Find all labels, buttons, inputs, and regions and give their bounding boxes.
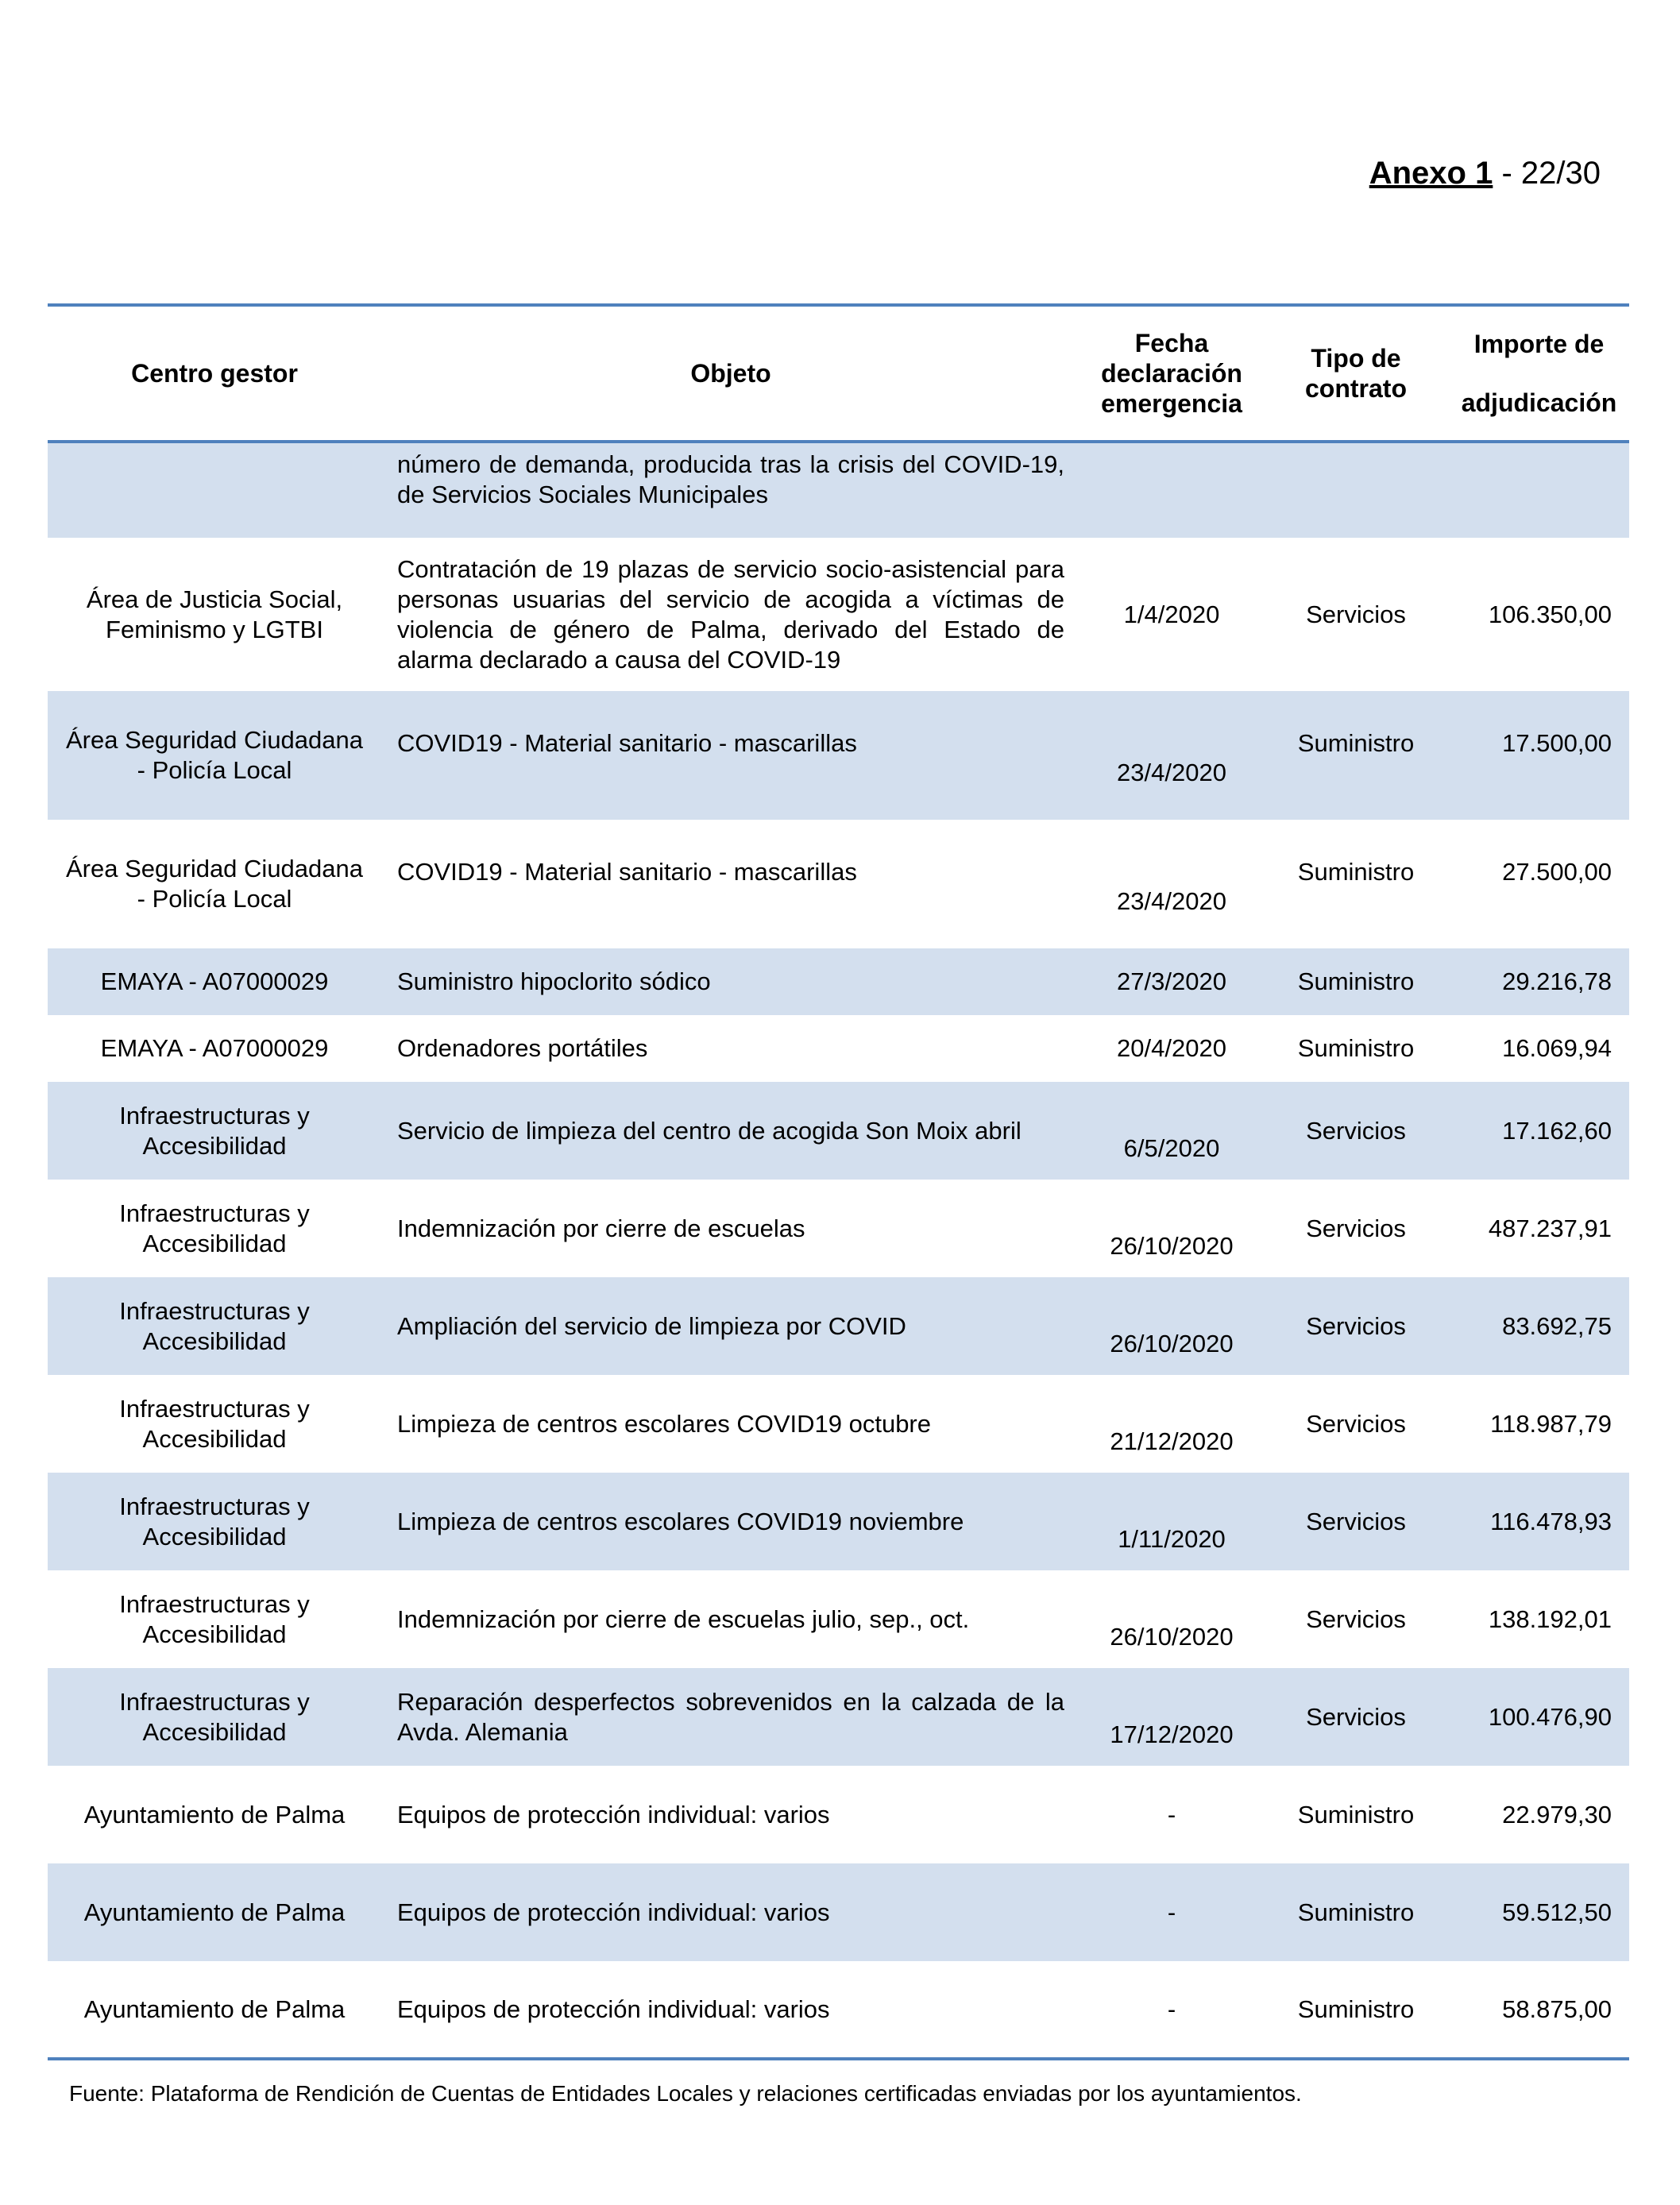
cell-objeto: Equipos de protección individual: varios (381, 1863, 1080, 1961)
cell-tipo: Suministro (1297, 1034, 1415, 1062)
cell-tipo: Suministro (1263, 1863, 1449, 1961)
table-row (48, 538, 1629, 691)
cell-centro: Ayuntamiento de Palma (83, 1800, 346, 1828)
cell-centro: EMAYA - A07000029 (48, 948, 381, 1015)
cell-importe: 487.237,91 (1488, 1214, 1612, 1242)
cell-fecha: 20/4/2020 (1117, 1034, 1226, 1062)
cell-centro: Infraestructuras y Accesibilidad (48, 1473, 381, 1570)
cell-tipo: Suministro (1263, 1961, 1449, 2059)
cell-importe (1449, 442, 1629, 538)
cell-tipo-text: Suministro (1297, 729, 1415, 757)
cell-tipo: Servicios (1263, 1473, 1449, 1570)
cell-importe: 100.476,90 (1449, 1668, 1629, 1766)
cell-fecha-text: 1/11/2020 (1118, 1524, 1226, 1553)
cell-centro (48, 442, 381, 538)
cell-tipo-text: Suministro (1297, 858, 1415, 886)
cell-fecha (1080, 1668, 1263, 1766)
cell-objeto: Indemnización por cierre de escuelas (397, 1214, 805, 1242)
cell-importe: 22.979,30 (1502, 1800, 1612, 1828)
col-header-centro: Centro gestor (48, 305, 381, 442)
cell-tipo: Servicios (1263, 1082, 1449, 1180)
cell-centro: EMAYA - A07000029 (100, 1034, 329, 1062)
cell-centro: Infraestructuras y Accesibilidad (119, 1199, 310, 1257)
cell-fecha: - (1080, 1863, 1263, 1961)
col-header-objeto: Objeto (381, 305, 1080, 442)
cell-tipo: Suministro (1297, 1800, 1415, 1828)
cell-fecha: 27/3/2020 (1080, 948, 1263, 1015)
cell-fecha-text: 21/12/2020 (1110, 1427, 1234, 1455)
col-header-importe-line1: Importe de (1473, 330, 1605, 358)
cell-importe-text: 17.500,00 (1502, 729, 1612, 757)
annex-label: Anexo 1 (1369, 156, 1493, 191)
cell-importe: 59.512,50 (1449, 1863, 1629, 1961)
cell-fecha: - (1167, 1800, 1176, 1828)
cell-centro: Ayuntamiento de Palma (48, 1863, 381, 1961)
cell-objeto: Equipos de protección individual: varios (381, 1961, 1080, 2059)
table-row (48, 1473, 1629, 1570)
cell-importe-text: 27.500,00 (1502, 858, 1612, 886)
cell-tipo: Suministro (1263, 948, 1449, 1015)
table-row (48, 442, 1629, 538)
table-row (48, 1277, 1629, 1375)
cell-objeto-text: COVID19 - Material sanitario - mascarillas (397, 729, 857, 757)
cell-centro: Infraestructuras y Accesibilidad (119, 1394, 310, 1453)
cell-importe: 118.987,79 (1490, 1409, 1612, 1438)
cell-fecha-text: 6/5/2020 (1123, 1133, 1220, 1162)
cell-tipo: Servicios (1263, 1668, 1449, 1766)
contracts-table (48, 303, 1629, 2060)
cell-fecha-text: 26/10/2020 (1110, 1231, 1234, 1260)
cell-importe: 106.350,00 (1488, 600, 1612, 628)
cell-objeto (381, 820, 1080, 948)
cell-centro: Ayuntamiento de Palma (48, 1961, 381, 2059)
cell-centro: Infraestructuras y Accesibilidad (48, 1082, 381, 1180)
cell-fecha: 1/4/2020 (1123, 600, 1220, 628)
cell-objeto (381, 691, 1080, 820)
cell-objeto: Ordenadores portátiles (397, 1034, 648, 1062)
cell-fecha (1080, 1570, 1263, 1668)
cell-tipo: Servicios (1306, 1605, 1406, 1633)
cell-centro: Infraestructuras y Accesibilidad (119, 1589, 310, 1648)
cell-centro: Infraestructuras y Accesibilidad (48, 1277, 381, 1375)
table-row (48, 948, 1629, 1015)
cell-fecha (1080, 1375, 1263, 1473)
cell-importe: 58.875,00 (1449, 1961, 1629, 2059)
cell-objeto: Suministro hipoclorito sódico (381, 948, 1080, 1015)
col-header-importe-line2: adjudicación (1461, 388, 1617, 417)
cell-fecha-text: 17/12/2020 (1110, 1720, 1234, 1748)
cell-tipo: Servicios (1306, 600, 1406, 628)
table-row (48, 691, 1629, 820)
table-row (48, 820, 1629, 948)
cell-importe: 29.216,78 (1449, 948, 1629, 1015)
cell-tipo (1263, 820, 1449, 948)
cell-fecha-text: 23/4/2020 (1117, 759, 1226, 786)
table-row (48, 1180, 1629, 1277)
cell-fecha (1080, 820, 1263, 948)
table-row (48, 1082, 1629, 1180)
cell-importe: 83.692,75 (1449, 1277, 1629, 1375)
col-header-fecha: Fecha declaración emergencia (1080, 305, 1263, 442)
cell-centro: Área de Justicia Social, Feminismo y LGTBI (86, 585, 343, 643)
cell-tipo: Servicios (1263, 1277, 1449, 1375)
table-row (48, 1015, 1629, 1082)
page-reference (1369, 156, 1601, 191)
cell-objeto: Ampliación del servicio de limpieza por COVID (381, 1277, 1080, 1375)
cell-objeto: Indemnización por cierre de escuelas julio, sep., oct. (397, 1605, 970, 1633)
cell-objeto: Servicio de limpieza del centro de acogida Son Moix abril (381, 1082, 1080, 1180)
cell-importe: 138.192,01 (1488, 1605, 1612, 1633)
cell-tipo (1263, 442, 1449, 538)
cell-fecha-text: 26/10/2020 (1110, 1329, 1234, 1357)
cell-tipo: Servicios (1306, 1214, 1406, 1242)
cell-centro: Área Seguridad Ciudadana - Policía Local (48, 691, 381, 820)
cell-importe: 16.069,94 (1502, 1034, 1612, 1062)
cell-importe: 17.162,60 (1449, 1082, 1629, 1180)
cell-fecha (1080, 1277, 1263, 1375)
cell-fecha (1080, 442, 1263, 538)
cell-fecha (1080, 1082, 1263, 1180)
cell-importe (1449, 691, 1629, 820)
cell-objeto: Reparación desperfectos sobrevenidos en la calzada de la Avda. Alemania (381, 1668, 1080, 1766)
cell-fecha (1080, 1180, 1263, 1277)
cell-fecha: - (1080, 1961, 1263, 2059)
table-row (48, 1668, 1629, 1766)
table-header-row (48, 305, 1629, 442)
table-row (48, 1375, 1629, 1473)
table-row (48, 1961, 1629, 2059)
table-row (48, 1863, 1629, 1961)
cell-tipo: Servicios (1306, 1409, 1406, 1438)
cell-centro: Infraestructuras y Accesibilidad (48, 1668, 381, 1766)
cell-fecha (1080, 1473, 1263, 1570)
cell-fecha (1080, 691, 1263, 820)
cell-tipo (1263, 691, 1449, 820)
cell-objeto: Contratación de 19 plazas de servicio socio-asistencial para personas usuarias del servicio de acogida a víctimas de violencia de género de Palma, derivado del Estado de alarma declarado a causa del COVID-19 (397, 554, 1064, 674)
col-header-tipo: Tipo de contrato (1263, 305, 1449, 442)
cell-importe: 116.478,93 (1449, 1473, 1629, 1570)
cell-centro: Área Seguridad Ciudadana - Policía Local (66, 855, 363, 913)
cell-objeto: número de demanda, producida tras la crisis del COVID-19, de Servicios Sociales Municipales (381, 442, 1080, 538)
cell-importe (1449, 820, 1629, 948)
table-row (48, 1766, 1629, 1863)
cell-objeto: Limpieza de centros escolares COVID19 octubre (397, 1409, 931, 1438)
cell-objeto: Limpieza de centros escolares COVID19 noviembre (381, 1473, 1080, 1570)
table-row (48, 1570, 1629, 1668)
cell-fecha-text: 23/4/2020 (1117, 887, 1226, 915)
contracts-table-wrapper (48, 303, 1629, 2060)
cell-objeto-text: COVID19 - Material sanitario - mascarillas (397, 858, 857, 886)
page-number: - 22/30 (1493, 156, 1601, 191)
cell-objeto: Equipos de protección individual: varios (397, 1800, 830, 1828)
source-note: Fuente: Plataforma de Rendición de Cuentas de Entidades Locales y relaciones certificadas enviadas por los ayuntamientos. (69, 2081, 1302, 2106)
cell-fecha-text: 26/10/2020 (1110, 1622, 1234, 1651)
col-header-importe (1449, 305, 1629, 442)
